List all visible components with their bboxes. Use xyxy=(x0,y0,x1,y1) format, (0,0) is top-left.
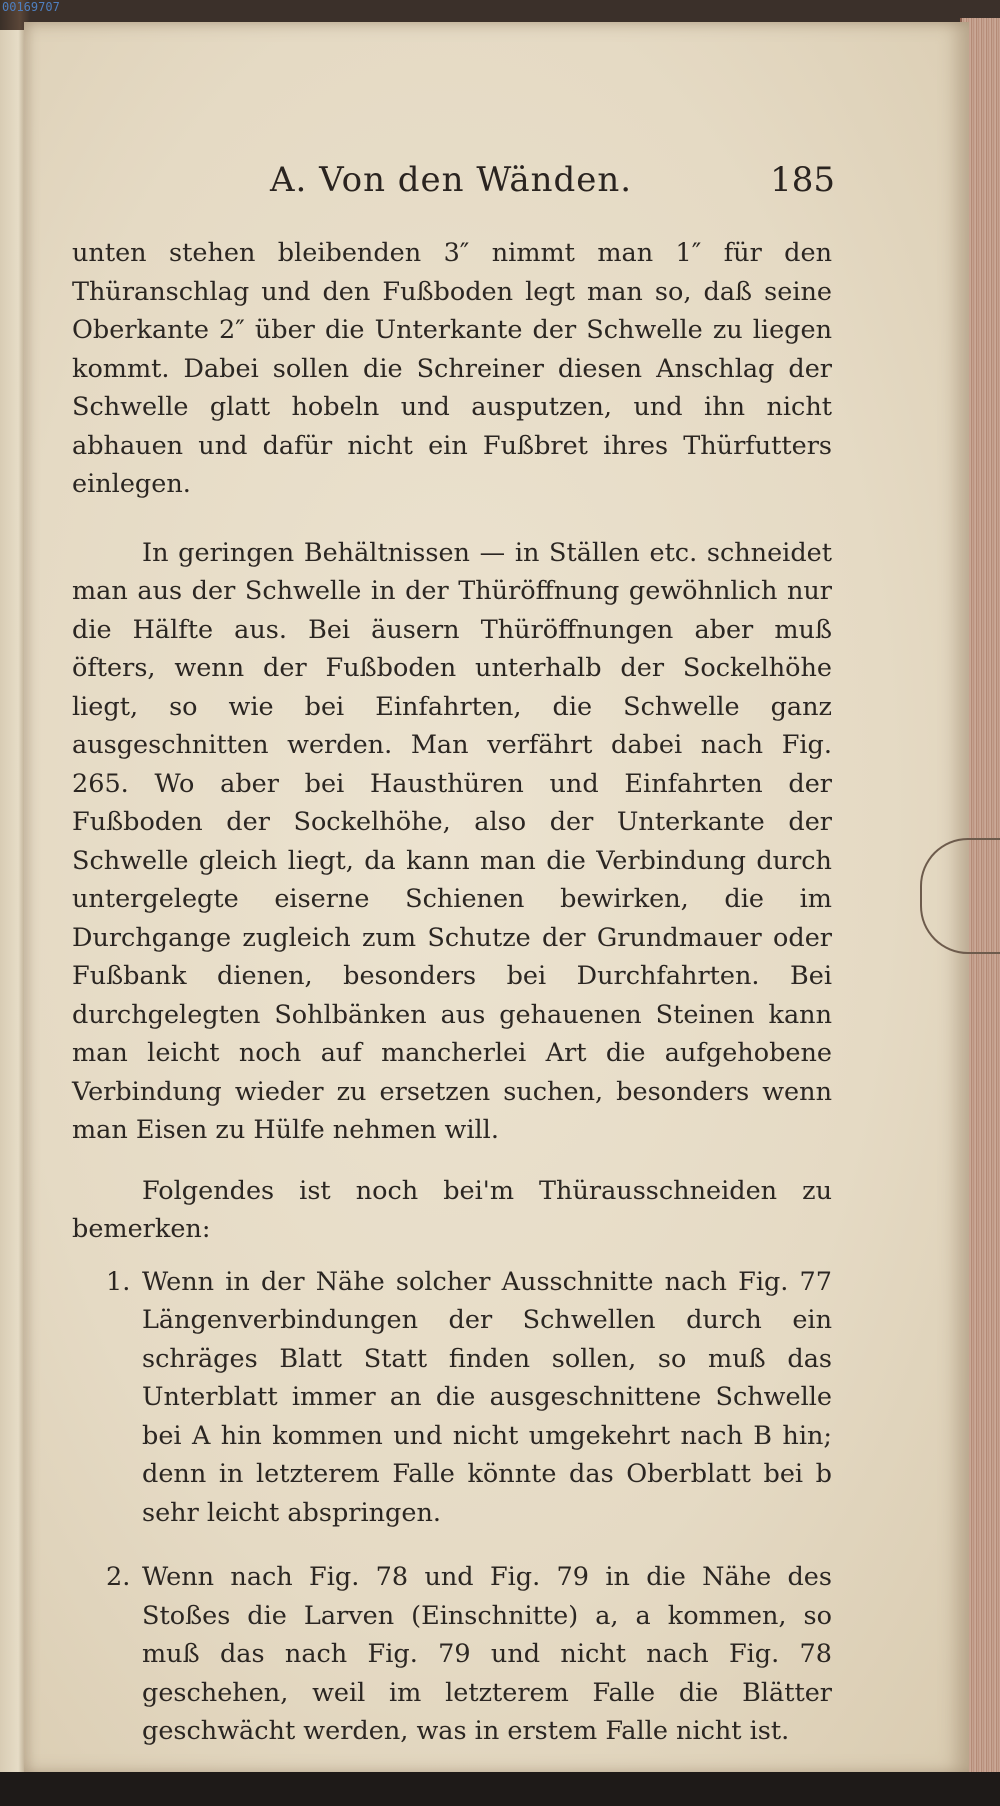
list-item-text: Wenn in der Nähe solcher Ausschnitte nach Fig. 77 Längenverbindungen der Schwellen durch ein schräges Blatt Statt finden sollen, so muß das Unterblatt immer an die ausgeschnittene Schwelle bei A hin kommen und nicht umgekehrt nach B hin; denn in letzterem Falle könnte das Oberblatt bei b sehr leicht abspringen. xyxy=(142,1266,832,1528)
previous-page-edge xyxy=(0,30,27,1790)
list-item xyxy=(72,1558,832,1751)
numbered-list xyxy=(72,1263,832,1751)
paragraph: In geringen Behältnissen — in Ställen etc. schneidet man aus der Schwelle in der Thüröffnung gewöhnlich nur die Hälfte aus. Bei äusern Thüröffnungen aber muß öfters, wenn der Fußboden unterhalb der Sockelhöhe liegt, so wie bei Einfahrten, die Schwelle ganz ausgeschnitten werden. Man verfährt dabei nach Fig. 265. Wo aber bei Hausthüren und Einfahrten der Fußboden der Sockelhöhe, also der Unterkante der Schwelle gleich liegt, da kann man die Verbindung durch untergelegte eiserne Schienen bewirken, die im Durchgange zugleich zum Schutze der Grundmauer oder Fußbank dienen, besonders bei Durchfahrten. Bei durchgelegten Sohlbänken aus gehauenen Steinen kann man leicht noch auf mancherlei Art die aufgehobene Verbindung wieder zu ersetzen suchen, besonders wenn man Eisen zu Hülfe nehmen will. xyxy=(72,537,832,1145)
paragraph: Folgendes ist noch bei'm Thürausschneiden zu bemerken: xyxy=(72,1175,832,1244)
list-item-number: 2. xyxy=(106,1562,131,1592)
running-title: A. Von den Wänden. xyxy=(270,160,633,200)
page-body xyxy=(72,234,832,1777)
page-number: 185 xyxy=(770,160,835,200)
scan-bottom-edge xyxy=(0,1772,1000,1806)
list-item-number: 1. xyxy=(106,1266,131,1297)
paragraph: unten stehen bleibenden 3″ nimmt man 1″ für den Thüranschlag und den Fußboden legt man so, daß seine Oberkante 2″ über die Unterkante der Schwelle zu liegen kommt. Dabei sollen die Schreiner diesen Anschlag der Schwelle glatt hobeln und ausputzen, und ihn nicht abhauen und dafür nicht ein Fußbret ihres Thürfutters einlegen. xyxy=(72,238,832,499)
running-header xyxy=(120,160,835,220)
list-item xyxy=(72,1263,832,1533)
list-item-text: Wenn nach Fig. 78 und Fig. 79 in die Nähe des Stoßes die Larven (Einschnitte) a, a kommen, so muß das nach Fig. 79 und nicht nach Fig. 78 geschehen, weil im letzterem Falle die Blätter geschwächt werden, was in erstem Falle nicht ist. xyxy=(142,1562,832,1746)
scan-id: 00169707 xyxy=(2,0,60,14)
bookmark-ribbon xyxy=(920,838,1000,954)
